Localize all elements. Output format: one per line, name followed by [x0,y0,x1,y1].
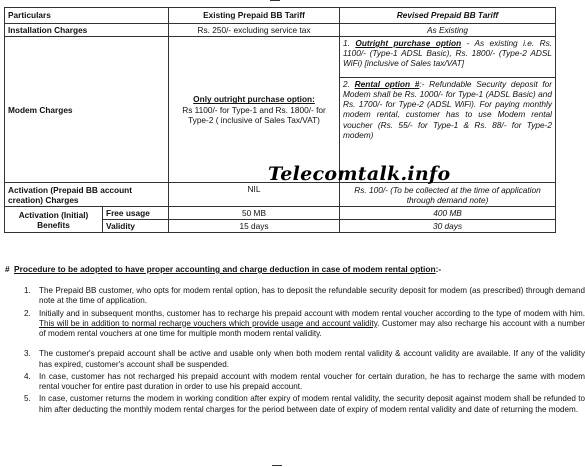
option1-number: 1. [343,38,350,49]
activation-existing: NIL [169,183,340,207]
free-usage-existing: 50 MB [169,207,340,220]
activation-revised: Rs. 100/- (To be collected at the time of application through demand note) [340,183,556,207]
option2-text: :- Refundable Security deposit for Modem shall be Rs. 1000/- for Type-1 (ADSL Basic) and Rs. 1700/- for Type-2 (ADSL WiFi). For paying monthly modem rental, customer has to use Modem rental voucher (Rs. 55/- for Type-1 & Rs. 88/- for Type-2 modem) [343,79,553,140]
modem-option-rental [340,78,555,141]
procedure-heading [5,264,555,274]
option1-title: Outright purchase option [355,38,462,49]
free-usage-revised: 400 MB [340,207,556,220]
modem-existing-text: Rs 1100/- for Type-1 and Rs. 1800/- for Type-2 ( inclusive of Sales Tax/VAT) [182,104,326,125]
option2-title: Rental option # [354,79,420,90]
page-mark-bottom [272,465,282,466]
list-item [33,349,585,370]
tariff-table [4,7,556,233]
installation-label: Installation Charges [5,24,169,37]
validity-existing: 15 days [169,220,340,233]
benefits-label: Activation (Initial) Benefits [5,207,103,233]
header-existing: Existing Prepaid BB Tariff [169,8,340,24]
option2-number: 2. [343,79,350,90]
row-installation [5,24,556,37]
installation-revised: As Existing [340,24,556,37]
modem-revised-cell [340,37,556,183]
option1-text: - As existing i.e. Rs. 1100/- (Type-1 ADSL Basic), Rs. 1800/- (Type-2 ADSL WiFi) [inclusive of Sales tax/VAT] [343,38,553,69]
step-3-text: The customer's prepaid account shall be active and usable only when both modem rental validity & account validity are available. If any of the validity has expired, customer's account shall be suspended. [39,349,585,369]
procedure-suffix: :- [435,264,442,274]
step-1-text: The Prepaid BB customer, who opts for modem rental option, has to deposit the refundable security deposit for modem (as prescribed) through demand note at the time of application. [39,286,585,306]
step-5-text: In case, customer returns the modem in working condition after expiry of modem rental validity, the security deposit against modem shall be refunded to him after deducting the monthly modem rental charges for the period between date of expiry of modem rental validity and date of returning the modem. [39,394,585,414]
step-4-text: In case, customer has not recharged his prepaid account with modem rental voucher for certain duration, he has to recharge the same with modem rental voucher for entire past duration in order to use his prepaid account. [39,371,585,392]
step-2-text-before: Initially and in subsequent months, customer has to recharge his prepaid account with modem rental voucher according to the type of modem with him. [39,308,585,318]
modem-option-outright [340,37,555,78]
step-2-text-after: . Customer may also recharge his account with a number of modem rental vouchers at one time for multiple month modem rental validity. [39,318,585,339]
watermark-text: Telecomtalk.info [268,163,451,185]
modem-label: Modem Charges [5,37,169,183]
free-usage-label: Free usage [103,207,169,220]
modem-existing-title: Only outright purchase option: [193,94,315,105]
row-activation [5,183,556,207]
validity-label: Validity [103,220,169,233]
list-item [33,286,585,307]
list-item [33,372,585,393]
row-modem [5,37,556,183]
procedure-title: Procedure to be adopted to have proper accounting and charge deduction in case of modem rental option [14,264,436,274]
page-mark-top [270,0,280,1]
modem-existing-cell [169,37,340,183]
procedure-hash: # [5,264,10,274]
activation-label: Activation (Prepaid BB account creation) Charges [5,183,169,207]
row-free-usage [5,207,556,220]
header-particulars: Particulars [5,8,169,24]
list-item [33,309,585,340]
header-revised: Revised Prepaid BB Tariff [340,8,556,24]
step-2-text-underlined: This will be in addition to normal recharge vouchers which provide usage and account validity [39,318,378,328]
installation-existing: Rs. 250/- excluding service tax [169,24,340,37]
table-header-row [5,8,556,24]
validity-revised: 30 days [340,220,556,233]
list-item [33,394,585,415]
procedure-list [0,286,585,417]
